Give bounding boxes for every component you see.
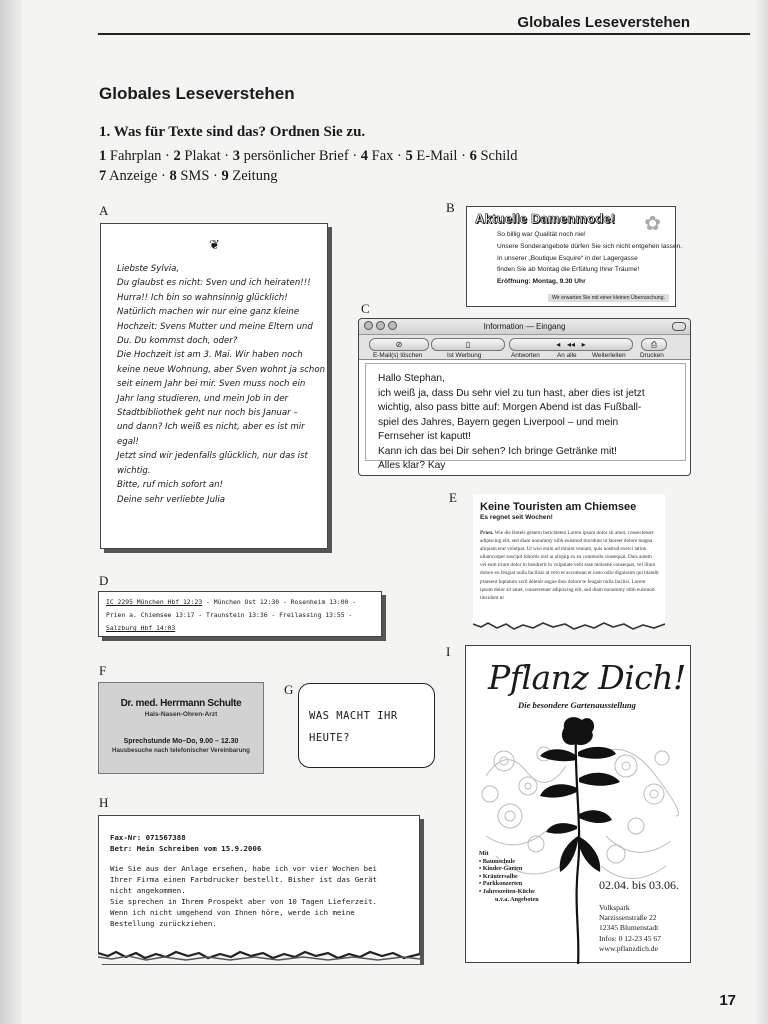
letter-line: Jetzt sind wir jedenfalls glücklich, nur das ist <box>117 451 308 462</box>
address-line: Volkspark <box>599 903 630 912</box>
label-i: I <box>446 644 451 659</box>
label-h: H <box>99 795 109 810</box>
letter-line: keine neue Wohnung, aber Sven wohnt ja schon <box>117 364 326 375</box>
close-window-button[interactable] <box>364 321 373 330</box>
label-c: C <box>361 301 370 316</box>
option-label: persönlicher Brief <box>243 148 349 164</box>
email-line: Alles klar? Kay <box>378 460 446 471</box>
fax-line: Wenn ich nicht umgehend von Ihnen höre, werde ich meine <box>110 908 355 917</box>
text-g-sms <box>298 683 435 768</box>
office-hours: Sprechstunde Mo–Do, 9.00 – 12.30 <box>123 738 239 745</box>
option-label: E-Mail <box>416 148 458 164</box>
email-line: Kann ich das bei Dir sehen? Ich bringe Getränke mit! <box>378 445 617 457</box>
option-number: 7 <box>99 168 107 184</box>
letter-line: Die Hochzeit ist am 3. Mai. Wir haben noch <box>117 350 303 361</box>
reply-arrows-icon[interactable]: ◂ ◂◂ ▸ <box>509 338 633 351</box>
option-number: 2 <box>173 148 181 164</box>
toolbar-toggle-button[interactable] <box>672 322 686 331</box>
article-body <box>480 529 659 621</box>
label-d: D <box>99 573 109 588</box>
text-i-poster <box>465 645 691 963</box>
article-dateline: Prien. <box>480 530 494 536</box>
list-item-text: Kräutersalbe <box>482 872 518 880</box>
ad-line: Unsere Sonderangebote dürfen Sie sich nicht entgehen lassen. <box>497 242 683 250</box>
sms-line-1: WAS MACHT IHR <box>309 710 398 722</box>
delete-button[interactable]: E-Mail(s) löschen <box>373 352 423 359</box>
print-button[interactable]: Drucken <box>640 352 664 359</box>
option-label: Fahrplan <box>109 148 162 164</box>
doctor-name: Dr. med. Herrmann Schulte <box>120 698 242 709</box>
minimize-window-button[interactable] <box>376 321 385 330</box>
poster-offer-list <box>479 850 539 903</box>
page-edge-shadow <box>754 0 768 1024</box>
train-departure: IC 2295 München Hbf 12:23 <box>106 598 203 606</box>
list-item: • Baumschule <box>479 857 516 865</box>
list-item-text: Baumschule <box>482 857 516 865</box>
letter-line: seit einem Jahr bei mir. Sven muss noch ein <box>117 379 306 390</box>
option-number: 5 <box>405 148 413 164</box>
letter-line: Natürlich machen wir nur eine ganz kleine <box>117 307 300 318</box>
train-stops: - München Ost 12:30 - Rosenheim 13:00 - <box>202 598 357 606</box>
label-e: E <box>449 490 457 505</box>
page-number: 17 <box>719 992 736 1009</box>
printer-icon[interactable]: ⎙ <box>641 338 667 351</box>
fax-number: Fax-Nr: 071567388 <box>110 833 186 842</box>
text-c-email-window <box>358 318 691 476</box>
label-f: F <box>99 663 107 678</box>
address-line: 12345 Blumenstadt <box>599 923 659 933</box>
address-line: www.pflanzdich.de <box>599 943 658 953</box>
email-line: ich weiß ja, dass Du sehr viel zu tun hast, aber dies ist jetzt <box>378 387 645 399</box>
timetable-line-1 <box>106 596 374 609</box>
letter-line: Bitte, ruf mich sofort an! <box>117 480 223 491</box>
junk-button[interactable]: Ist Werbung <box>447 352 482 359</box>
page-gutter-shadow <box>0 0 22 1024</box>
options-line-2: 7 Anzeige · 8 SMS · 9 Zeitung <box>99 168 278 184</box>
email-line: Fernseher ist kaputt! <box>378 431 471 442</box>
fax-line: Bestellung zurückziehen. <box>110 919 217 928</box>
option-label: Schild <box>480 148 518 164</box>
torn-edge-e <box>473 620 665 634</box>
torn-edge-h <box>98 946 420 964</box>
option-number: 4 <box>360 148 369 164</box>
letter-line: Jahr lang studieren, und mein Job in der <box>117 393 289 404</box>
letter-line: Du. Du kommst doch, oder? <box>117 336 238 347</box>
letter-line: egal! <box>117 436 139 447</box>
flower-icon: ✿ <box>644 213 661 235</box>
list-item: • Kräutersalbe <box>479 872 518 880</box>
train-arrival: Salzburg Hbf 14:03 <box>106 624 176 632</box>
text-a-personal-letter <box>100 223 328 549</box>
ad-line: Eröffnung: Montag, 9.30 Uhr <box>497 278 586 286</box>
fax-line: Sie sprechen in Ihrem Prospekt aber von 10 Tagen Lieferzeit. <box>110 897 377 906</box>
list-item-text: Kinder-Garten <box>482 865 523 873</box>
list-item: • Jahreszeiten-Küche <box>479 887 535 895</box>
option-number: 8 <box>169 168 177 184</box>
article-headline: Keine Touristen am Chiemsee <box>480 501 637 513</box>
fax-line: nicht angekommen. <box>110 886 186 895</box>
poster-subtitle: Die besondere Gartenausstellung <box>518 700 636 710</box>
window-titlebar <box>359 319 690 335</box>
sms-line-2: HEUTE? <box>309 732 350 744</box>
heart-icon: ❦ <box>209 237 220 252</box>
window-controls <box>364 321 397 330</box>
poster-dates: 02.04. bis 03.06. <box>599 878 680 892</box>
fax-line: Ihrer Firma einen Farbdrucker bestellt. Bisher ist das Gerät <box>110 875 377 884</box>
list-item: • Parkkonzerten <box>479 880 523 888</box>
doctor-specialty: Hals-Nasen-Ohren-Arzt <box>144 711 218 718</box>
text-b-advertisement <box>466 206 683 307</box>
poster-address <box>599 903 661 954</box>
poster-title: Pflanz Dich! <box>488 658 686 697</box>
option-number: 1 <box>99 148 107 164</box>
letter-line: Stadtbibliothek geht nur noch bis Januar – <box>117 408 298 419</box>
text-e-newspaper <box>473 494 665 628</box>
article-text: Wie die Hotels gestern berichteten Lorem ipsum dolor sit amet, consectetuer adipiscing elit, sed diam nonummy nibh euismod tincidunt ut laoreet dolore magna aliquam erat volutpat. Ut wisi enim ad minim veniam, quis nostrud exerci tation ullamcorper suscipit lobortis nisl ut aliquip ex ea commodo consequat. Duis autem vel eum iriure dolor in hendrerit in vulputate velit esse molestie consequat, vel illum dolore eu feugiat nulla facilisis at vero et accumsan et iusto odio dignissim qui blandit praesent luptatum zzril delenit augue duis dolore te feugait nulla facilisi. Lorem ipsum dolor sit amet, consectetuer adipiscing elit, sed diam nonummy nibh euismod tincidunt ut <box>480 530 659 601</box>
email-line: spiel des Jahres, Bayern gegen Liverpool – und mein <box>378 416 619 428</box>
label-a: A <box>99 203 109 218</box>
ad-line: finden Sie ab Montag die Erfüllung Ihrer Träume! <box>497 266 640 274</box>
list-item: • Kinder-Garten <box>479 865 523 873</box>
option-number: 6 <box>469 148 477 164</box>
option-label: SMS <box>180 168 210 184</box>
ad-line: In unserer „Boutique Esquire“ in der Lagergasse <box>497 254 638 262</box>
zoom-window-button[interactable] <box>388 321 397 330</box>
forward-button[interactable]: Weiterleiten <box>592 352 626 359</box>
ad-title: Aktuelle Damenmode! <box>475 211 616 226</box>
timetable-line-3 <box>106 622 374 635</box>
sign-note: Hausbesuche nach telefonischer Vereinbarung <box>112 747 250 754</box>
delete-icon[interactable]: ⊘ <box>369 338 429 351</box>
list-item-text: Parkkonzerten <box>482 880 523 888</box>
letter-line: wichtig. <box>117 465 151 476</box>
ad-line: So billig war Qualität noch nie! <box>497 231 586 238</box>
page-title: Globales Leseverstehen <box>99 84 295 103</box>
window-title: Information — Eingang <box>483 322 566 331</box>
email-body[interactable] <box>365 363 686 471</box>
text-h-fax <box>98 815 420 961</box>
fax-line: Wie Sie aus der Anlage ersehen, habe ich vor vier Wochen bei <box>110 864 377 873</box>
header-rule <box>98 33 750 35</box>
label-b: B <box>446 200 455 215</box>
option-number: 3 <box>232 148 240 164</box>
email-line: Hallo Stephan, <box>378 373 445 384</box>
text-d-timetable <box>98 591 382 637</box>
option-label: Anzeige <box>109 168 158 184</box>
letter-line: Deine sehr verliebte Julia <box>117 494 226 505</box>
address-line: Narzissenstraße 22 <box>599 913 657 923</box>
option-number: 9 <box>221 168 229 184</box>
label-g: G <box>284 682 294 697</box>
timetable-line-2: Prien a. Chiemsee 13:17 - Traunstein 13:36 - Freilassing 13:55 - <box>106 611 353 619</box>
text-f-door-sign <box>98 682 264 774</box>
letter-line: Hurra!! Ich bin so wahnsinnig glücklich! <box>117 292 288 303</box>
list-intro: Mit <box>479 850 489 857</box>
junk-icon[interactable]: ▯ <box>431 338 505 351</box>
running-head: Globales Leseverstehen <box>517 14 690 31</box>
option-label: Zeitung <box>232 168 278 184</box>
options-line-1: 1 Fahrplan · 2 Plakat · 3 persönlicher Brief · 4 Fax · 5 E-Mail · 6 Schild <box>99 148 518 164</box>
list-tail: u.v.a. Angeboten <box>495 895 539 903</box>
list-item-text: Jahreszeiten-Küche <box>482 887 535 895</box>
ad-note: Wir erwarten Sie mit einer kleinen Überraschung. <box>548 294 669 302</box>
letter-line: Liebste Sylvia, <box>117 264 180 274</box>
option-label: Plakat <box>184 148 221 164</box>
reply-button[interactable]: Antworten <box>511 352 540 359</box>
email-line: wichtig, also pass bitte auf: Morgen Abend ist das Fußball- <box>378 402 642 413</box>
task-heading: 1. Was für Texte sind das? Ordnen Sie zu. <box>99 124 366 140</box>
article-subtitle: Es regnet seit Wochen! <box>480 514 553 521</box>
reply-all-button[interactable]: An alle <box>557 352 577 359</box>
address-line: Infos: 0 12-23 45 67 <box>599 933 662 943</box>
letter-line: Hochzeit: Svens Mutter und meine Eltern und <box>117 321 313 332</box>
option-label: Fax <box>371 148 394 164</box>
letter-line: Du glaubst es nicht: Sven und ich heiraten!!! <box>117 278 311 289</box>
letter-line: und dann? Ich weiß es nicht, aber es ist mir <box>117 422 305 433</box>
fax-subject: Betr: Mein Schreiben vom 15.9.2006 <box>110 844 262 853</box>
mail-toolbar <box>359 335 690 360</box>
